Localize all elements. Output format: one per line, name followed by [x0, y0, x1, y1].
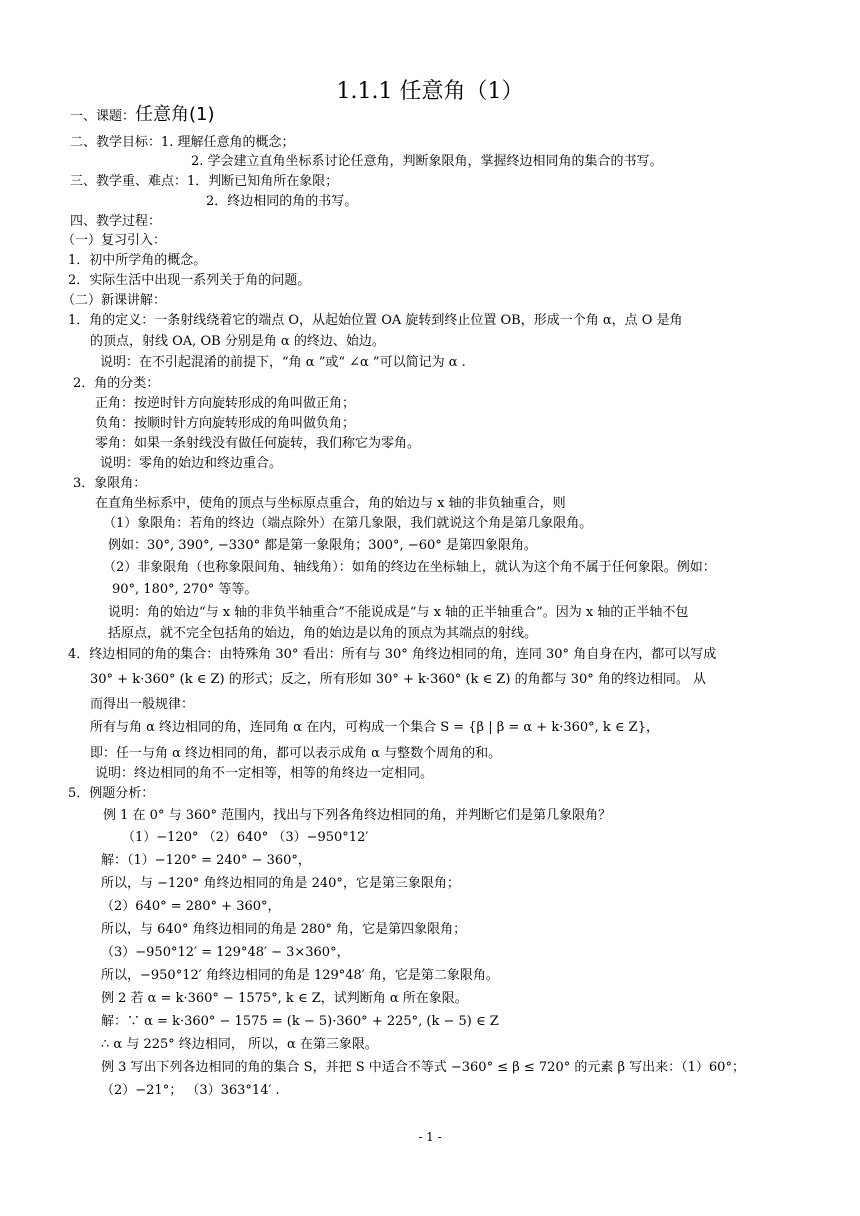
text-line-content: 说明：在不引起混淆的前提下，“角 α ”或“ ∠α ”可以简记为 α . — [100, 355, 466, 370]
text-line — [112, 581, 257, 599]
text-line — [108, 604, 688, 622]
text-line-content: 所以，−950°12′ 角终边相同的角是 129°48′ 角，它是第二象限角。 — [101, 968, 499, 983]
text-line-content: 三、教学重、难点：1．判断已知角所在象限； — [70, 174, 339, 189]
text-line-content: 二、教学目标：1. 理解任意角的概念； — [70, 135, 295, 150]
text-line — [70, 173, 338, 191]
text-line-content: 4．终边相同的角的集合：由特殊角 30° 看出：所有与 30° 角终边相同的角，连同 30° 角自身在内，都可以写成 — [68, 647, 717, 662]
text-line-content: （1）象限角：若角的终边（端点除外）在第几象限，我们就说这个角是第几象限角。 — [103, 516, 593, 531]
text-line — [101, 990, 468, 1008]
text-line — [101, 921, 466, 939]
text-line — [100, 354, 466, 372]
text-line-content: 所以，与 640° 角终边相同的角是 280° 角，它是第四象限角； — [101, 922, 467, 937]
text-line-content: 2．角的分类： — [73, 376, 160, 391]
text-line — [101, 1082, 280, 1100]
text-line-content: 90°, 180°, 270° 等等。 — [112, 582, 258, 597]
text-line-content: （2）640° = 280° + 360°， — [101, 899, 281, 914]
text-line-content: 所有与角 α 终边相同的角，连同角 α 在内，可构成一个集合 S = {β | β = α + k·360°, k ∈ Z}， — [90, 720, 659, 735]
text-line — [101, 1013, 499, 1031]
lesson-title: 任意角(1) — [135, 104, 215, 125]
text-line-content: 例如：30°, 390°, −330° 都是第一象限角；300°, −60° 是第四象限角。 — [108, 538, 537, 553]
text-line-content: （一）复习引入： — [62, 233, 167, 248]
text-line-content: 零角：如果一条射线没有做任何旋转，我们称它为零角。 — [95, 436, 421, 451]
text-line — [90, 719, 659, 737]
text-line-content: 在直角坐标系中，使角的顶点与坐标原点重合，角的始边与 x 轴的非负轴重合，则 — [95, 496, 566, 511]
text-line-content: 解：（1）−120° = 240° − 360°， — [101, 853, 311, 868]
text-line — [191, 153, 663, 171]
page-number: - 1 - — [418, 1130, 442, 1144]
text-line — [103, 515, 592, 533]
text-line — [95, 495, 566, 513]
text-line-content: 说明：角的始边“与 x 轴的非负半轴重合”不能说成是“与 x 轴的正半轴重合”。因为 x 轴的正半轴不包 — [108, 605, 689, 620]
text-line-content: 例 3 写出下列各边相同的角的集合 S，并把 S 中适合不等式 −360° ≤ β ≤ 720° 的元素 β 写出来：（1）60°； — [101, 1060, 745, 1075]
text-line — [90, 333, 385, 351]
document-title: 1.1.1 任意角（1） — [336, 79, 524, 104]
text-line — [62, 292, 166, 310]
text-line-content: 2. 学会建立直角坐标系讨论任意角，判断象限角，掌握终边相同角的集合的书写。 — [191, 154, 663, 169]
text-line-content: （3）−950°12′ = 129°48′ − 3×360°， — [101, 945, 350, 960]
text-line — [101, 875, 460, 893]
text-line-content: 四、教学过程： — [70, 214, 162, 229]
text-line-content: 说明：终边相同的角不一定相等，相等的角终边一定相同。 — [95, 766, 434, 781]
text-line-content: 例 1 在 0° 与 360° 范围内，找出与下列各角终边相同的角，并判断它们是第几象限角？ — [103, 808, 612, 823]
text-line — [70, 213, 161, 231]
text-line-content: 5．例题分析： — [68, 786, 155, 801]
text-line-content: （2）非象限角（也称象限间角、轴线角）：如角的终边在坐标轴上，就认为这个角不属于任何象限。例如： — [103, 560, 716, 575]
text-line-content: （1）−120° （2）640° （3）−950°12′ — [122, 830, 369, 845]
text-line — [68, 646, 716, 664]
text-line — [101, 852, 311, 870]
text-line — [90, 696, 194, 714]
text-line — [95, 765, 433, 783]
text-line-content: 2．终边相同的角的书写。 — [206, 194, 358, 209]
text-line — [101, 944, 350, 962]
text-line-content: 说明：零角的始边和终边重合。 — [100, 456, 283, 471]
text-line-content: 即：任一与角 α 终边相同的角，都可以表示成角 α 与整数个周角的和。 — [90, 746, 502, 761]
text-line — [68, 252, 206, 270]
text-line-content: （2）−21°； （3）363°14′ . — [101, 1083, 280, 1098]
text-line — [103, 807, 611, 825]
text-line-content: ∴ α 与 225° 终边相同， 所以，α 在第三象限。 — [101, 1037, 378, 1052]
text-line — [108, 625, 537, 643]
text-line — [101, 1036, 378, 1054]
text-line — [95, 415, 355, 433]
text-line-content: 括原点，就不完全包括角的始边，角的始边是以角的顶点为其端点的射线。 — [108, 626, 538, 641]
text-line-content: 正角：按逆时针方向旋转形成的角叫做正角； — [95, 396, 356, 411]
text-line-content: 而得出一般规律： — [90, 697, 195, 712]
text-line-content: 所以，与 −120° 角终边相同的角是 240°，它是第三象限角； — [101, 876, 460, 891]
text-line-content: 一、课题： — [70, 109, 136, 124]
text-line — [103, 559, 716, 577]
text-line-content: 的顶点，射线 OA, OB 分别是角 α 的终边、始边。 — [90, 334, 385, 349]
text-line-content: 解：∵ α = k·360° − 1575 = (k − 5)·360° + 225°, (k − 5) ∈ Z — [101, 1014, 499, 1029]
text-line — [101, 1059, 745, 1077]
text-line-content: 1．初中所学角的概念。 — [68, 253, 207, 268]
text-line — [68, 312, 683, 330]
text-line — [68, 272, 310, 290]
text-line — [90, 745, 501, 763]
text-line — [73, 375, 159, 393]
text-line — [95, 435, 420, 453]
text-line-content: 负角：按顺时针方向旋转形成的角叫做负角； — [95, 416, 356, 431]
text-line — [90, 671, 706, 689]
text-line — [70, 106, 215, 126]
text-line — [101, 898, 281, 916]
text-line — [95, 395, 355, 413]
text-line-content: 1．角的定义：一条射线绕着它的端点 O，从起始位置 OA 旋转到终止位置 OB，形成一个角 α，点 O 是角 — [68, 313, 683, 328]
text-line — [68, 785, 154, 803]
text-line — [70, 134, 295, 152]
text-line — [122, 829, 368, 847]
text-line — [73, 475, 146, 493]
text-line — [100, 455, 282, 473]
text-line — [108, 537, 537, 555]
text-line — [101, 967, 499, 985]
text-line-content: 2．实际生活中出现一系列关于角的问题。 — [68, 273, 311, 288]
text-line-content: 30° + k·360° (k ∈ Z) 的形式；反之，所有形如 30° + k·360° (k ∈ Z) 的角都与 30° 角的终边相同。 从 — [90, 672, 707, 687]
text-line — [62, 232, 166, 250]
text-line — [206, 193, 357, 211]
text-line-content: 例 2 若 α = k·360° − 1575°, k ∈ Z，试判断角 α 所在象限。 — [101, 991, 468, 1006]
text-line-content: 3．象限角： — [73, 476, 147, 491]
text-line-content: （二）新课讲解： — [62, 293, 167, 308]
